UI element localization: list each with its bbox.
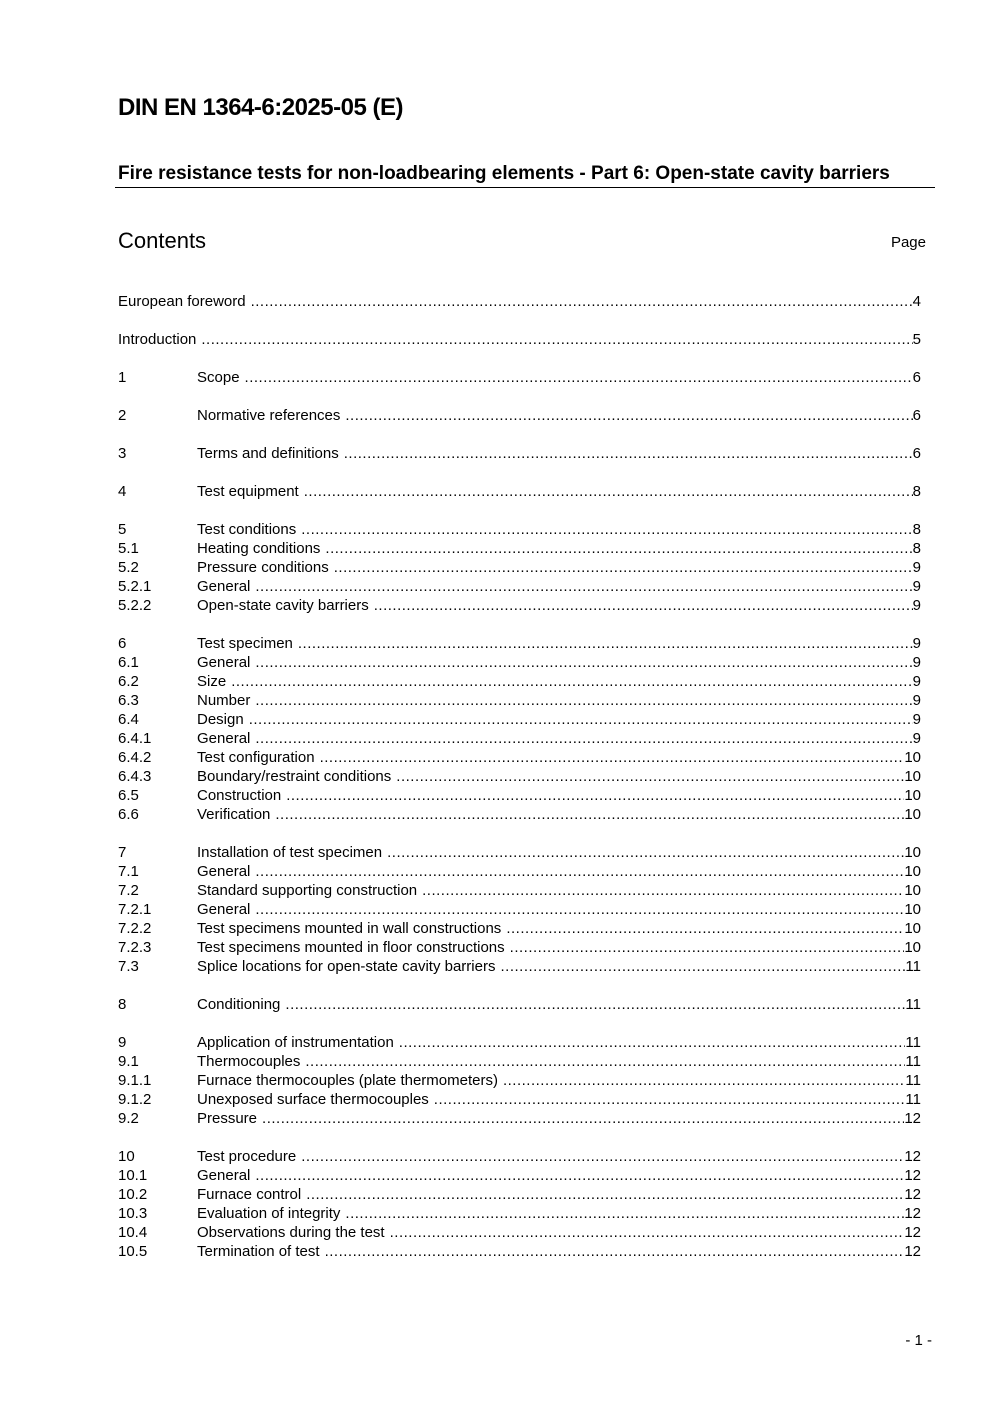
toc-dot-leader [249, 710, 913, 729]
toc-entry-page: 12 [904, 1167, 921, 1184]
toc-entry[interactable] [118, 672, 921, 691]
toc-entry-title: Test specimen [197, 635, 293, 652]
toc-entry-number: 6.5 [118, 787, 139, 804]
toc-dot-leader [500, 957, 905, 976]
toc-entry-title: General [197, 730, 251, 747]
toc-dot-leader [251, 292, 913, 311]
toc-dot-leader [298, 634, 913, 653]
toc-dot-leader [245, 368, 913, 387]
toc-dot-leader [305, 1052, 905, 1071]
toc-entry-number: 9 [118, 1034, 127, 1051]
toc-entry-number: 3 [118, 445, 127, 462]
toc-dot-leader [255, 577, 912, 596]
toc-entry-title: Conditioning [197, 996, 281, 1013]
toc-entry[interactable] [118, 1109, 921, 1128]
toc-entry[interactable] [118, 805, 921, 824]
toc-entry-title: Scope [197, 369, 240, 386]
toc-dot-leader [262, 1109, 904, 1128]
toc-entry[interactable] [118, 919, 921, 938]
toc-entry[interactable] [118, 406, 921, 425]
toc-dot-leader [286, 786, 904, 805]
toc-entry-page: 5 [912, 331, 921, 348]
toc-dot-leader [325, 539, 912, 558]
toc-entry-page: 9 [912, 654, 921, 671]
toc-entry-page: 10 [904, 882, 921, 899]
toc-entry-title: Test configuration [197, 749, 315, 766]
toc-entry[interactable] [118, 1033, 921, 1052]
page-number: - 1 - [905, 1332, 932, 1349]
toc-entry-page: 8 [912, 483, 921, 500]
toc-entry-page: 10 [904, 844, 921, 861]
toc-entry[interactable] [118, 1185, 921, 1204]
toc-entry-page: 8 [912, 540, 921, 557]
toc-dot-leader [510, 938, 905, 957]
toc-dot-leader [334, 558, 913, 577]
toc-entry[interactable] [118, 653, 921, 672]
toc-entry-number: 1 [118, 369, 127, 386]
toc-entry-number: 7.2.1 [118, 901, 152, 918]
toc-entry-page: 10 [904, 787, 921, 804]
toc-entry-number: 5.1 [118, 540, 139, 557]
toc-entry[interactable] [118, 1147, 921, 1166]
toc-entry[interactable] [118, 1204, 921, 1223]
toc-entry[interactable] [118, 1071, 921, 1090]
toc-dot-leader [503, 1071, 905, 1090]
toc-entry[interactable] [118, 596, 921, 615]
toc-dot-leader [255, 653, 912, 672]
toc-dot-leader [231, 672, 912, 691]
toc-entry-page: 9 [912, 730, 921, 747]
toc-entry-page: 8 [912, 521, 921, 538]
toc-entry-page: 10 [904, 863, 921, 880]
toc-entry-title: Pressure conditions [197, 559, 329, 576]
toc-entry-title: General [197, 901, 251, 918]
toc-entry-page: 6 [912, 445, 921, 462]
toc-entry-page: 12 [904, 1205, 921, 1222]
toc-entry-number: 6.2 [118, 673, 139, 690]
toc-entry-page: 6 [912, 369, 921, 386]
toc-entry-number: 5.2 [118, 559, 139, 576]
toc-dot-leader [344, 444, 913, 463]
toc-dot-leader [390, 1223, 905, 1242]
toc-entry-page: 12 [904, 1243, 921, 1260]
toc-entry-number: 6.4 [118, 711, 139, 728]
toc-entry-page: 10 [904, 749, 921, 766]
toc-entry-title: Test equipment [197, 483, 299, 500]
toc-entry-page: 10 [904, 920, 921, 937]
toc-dot-leader [374, 596, 913, 615]
toc-entry-number: 9.1.1 [118, 1072, 152, 1089]
toc-entry-title: Construction [197, 787, 282, 804]
toc-entry-page: 11 [905, 996, 921, 1013]
toc-entry-title: Design [197, 711, 244, 728]
toc-entry-page: 9 [912, 635, 921, 652]
toc-entry-page: 10 [904, 901, 921, 918]
toc-entry[interactable] [118, 881, 921, 900]
toc-entry[interactable] [118, 786, 921, 805]
toc-dot-leader [399, 1033, 906, 1052]
toc-dot-leader [387, 843, 904, 862]
toc-entry[interactable] [118, 691, 921, 710]
toc-entry-number: 6.6 [118, 806, 139, 823]
toc-entry-number: 9.1 [118, 1053, 139, 1070]
toc-entry-title: Boundary/restraint conditions [197, 768, 392, 785]
toc-entry-number: 7.1 [118, 863, 139, 880]
toc-entry-title: Test procedure [197, 1148, 297, 1165]
toc-entry-title: Splice locations for open-state cavity barriers [197, 958, 496, 975]
toc-entry-page: 10 [904, 939, 921, 956]
toc-entry[interactable] [118, 862, 921, 881]
toc-entry-title: Terms and definitions [197, 445, 339, 462]
toc-entry-number: 2 [118, 407, 127, 424]
toc-entry-number: 6.4.1 [118, 730, 152, 747]
table-of-contents [118, 292, 921, 1261]
toc-entry-title: Heating conditions [197, 540, 321, 557]
toc-entry-number: 5.2.2 [118, 597, 152, 614]
toc-entry-title: Normative references [197, 407, 341, 424]
toc-entry-title: Test specimens mounted in floor constructions [197, 939, 505, 956]
toc-entry-number: 10 [118, 1148, 135, 1165]
toc-entry-number: 10.2 [118, 1186, 148, 1203]
page-column-heading: Page [890, 234, 926, 251]
toc-entry-title: Test specimens mounted in wall constructions [197, 920, 502, 937]
toc-entry-number: 6.1 [118, 654, 139, 671]
toc-dot-leader [255, 900, 904, 919]
toc-entry-number: 5 [118, 521, 127, 538]
toc-entry-title: Open-state cavity barriers [197, 597, 369, 614]
toc-entry[interactable] [118, 957, 921, 976]
toc-dot-leader [285, 995, 905, 1014]
toc-entry-title: European foreword [118, 293, 246, 310]
toc-dot-leader [301, 520, 912, 539]
toc-entry-number: 8 [118, 996, 127, 1013]
toc-entry[interactable] [118, 558, 921, 577]
toc-entry-number: 9.2 [118, 1110, 139, 1127]
toc-entry[interactable] [118, 482, 921, 501]
toc-entry-page: 9 [912, 692, 921, 709]
toc-dot-leader [255, 691, 912, 710]
toc-dot-leader [255, 729, 912, 748]
toc-entry-number: 10.4 [118, 1224, 148, 1241]
toc-entry-number: 10.1 [118, 1167, 148, 1184]
toc-entry-title: Introduction [118, 331, 197, 348]
toc-entry-page: 9 [912, 711, 921, 728]
toc-entry-number: 7.2.2 [118, 920, 152, 937]
toc-entry-title: General [197, 578, 251, 595]
toc-entry-page: 11 [905, 1091, 921, 1108]
toc-entry[interactable] [118, 1223, 921, 1242]
toc-dot-leader [506, 919, 904, 938]
toc-entry[interactable] [118, 729, 921, 748]
toc-entry[interactable] [118, 1166, 921, 1185]
toc-dot-leader [345, 1204, 904, 1223]
toc-entry-page: 11 [905, 1072, 921, 1089]
toc-entry-number: 10.5 [118, 1243, 148, 1260]
toc-entry-page: 6 [912, 407, 921, 424]
toc-entry[interactable] [118, 330, 921, 349]
toc-entry[interactable] [118, 634, 921, 653]
toc-entry-title: Unexposed surface thermocouples [197, 1091, 429, 1108]
toc-entry[interactable] [118, 995, 921, 1014]
toc-entry[interactable] [118, 539, 921, 558]
toc-entry-number: 6 [118, 635, 127, 652]
toc-dot-leader [320, 748, 905, 767]
toc-entry-title: General [197, 863, 251, 880]
document-id: DIN EN 1364-6:2025-05 (E) [118, 94, 403, 121]
title-underline [115, 187, 935, 188]
toc-entry-title: Thermocouples [197, 1053, 301, 1070]
toc-entry-title: Installation of test specimen [197, 844, 383, 861]
toc-entry-page: 9 [912, 578, 921, 595]
toc-entry-number: 7 [118, 844, 127, 861]
toc-entry-page: 11 [905, 958, 921, 975]
toc-entry-title: Application of instrumentation [197, 1034, 394, 1051]
toc-entry-title: Standard supporting construction [197, 882, 418, 899]
toc-entry-page: 12 [904, 1224, 921, 1241]
toc-dot-leader [255, 862, 904, 881]
document-subtitle: Fire resistance tests for non-loadbearing elements - Part 6: Open-state cavity barriers [118, 163, 890, 184]
toc-entry[interactable] [118, 843, 921, 862]
toc-entry-title: Evaluation of integrity [197, 1205, 341, 1222]
toc-entry-page: 10 [904, 768, 921, 785]
toc-dot-leader [201, 330, 912, 349]
toc-entry-title: Number [197, 692, 251, 709]
toc-entry-page: 11 [905, 1034, 921, 1051]
toc-dot-leader [422, 881, 904, 900]
toc-entry-number: 7.3 [118, 958, 139, 975]
toc-entry[interactable] [118, 938, 921, 957]
toc-dot-leader [301, 1147, 904, 1166]
toc-entry-number: 7.2 [118, 882, 139, 899]
toc-entry-page: 10 [904, 806, 921, 823]
toc-entry-title: Verification [197, 806, 271, 823]
toc-entry[interactable] [118, 1090, 921, 1109]
toc-entry[interactable] [118, 444, 921, 463]
toc-dot-leader [275, 805, 904, 824]
toc-entry[interactable] [118, 748, 921, 767]
contents-heading: Contents [118, 228, 207, 253]
toc-entry-title: General [197, 1167, 251, 1184]
toc-entry[interactable] [118, 368, 921, 387]
toc-dot-leader [306, 1185, 904, 1204]
toc-entry-title: Furnace thermocouples (plate thermometers) [197, 1072, 498, 1089]
toc-dot-leader [345, 406, 912, 425]
toc-entry-page: 9 [912, 559, 921, 576]
toc-dot-leader [396, 767, 904, 786]
toc-dot-leader [304, 482, 913, 501]
toc-entry-number: 7.2.3 [118, 939, 152, 956]
toc-entry[interactable] [118, 1242, 921, 1261]
toc-entry-number: 6.4.2 [118, 749, 152, 766]
toc-entry-number: 4 [118, 483, 127, 500]
toc-entry-number: 5.2.1 [118, 578, 152, 595]
toc-entry-title: Furnace control [197, 1186, 302, 1203]
toc-dot-leader [434, 1090, 906, 1109]
toc-entry-title: Observations during the test [197, 1224, 385, 1241]
toc-entry[interactable] [118, 900, 921, 919]
toc-entry-page: 12 [904, 1186, 921, 1203]
toc-entry-number: 6.3 [118, 692, 139, 709]
toc-entry-title: General [197, 654, 251, 671]
toc-entry[interactable] [118, 710, 921, 729]
toc-entry-title: Size [197, 673, 227, 690]
toc-entry-page: 12 [904, 1110, 921, 1127]
toc-dot-leader [255, 1166, 904, 1185]
toc-entry[interactable] [118, 520, 921, 539]
toc-dot-leader [325, 1242, 905, 1261]
toc-entry-page: 12 [904, 1148, 921, 1165]
toc-entry-page: 9 [912, 673, 921, 690]
toc-entry-number: 6.4.3 [118, 768, 152, 785]
toc-entry[interactable] [118, 1052, 921, 1071]
toc-entry-number: 9.1.2 [118, 1091, 152, 1108]
toc-entry-title: Test conditions [197, 521, 297, 538]
toc-entry[interactable] [118, 767, 921, 786]
toc-entry-page: 4 [912, 293, 921, 310]
toc-entry[interactable] [118, 292, 921, 311]
toc-entry[interactable] [118, 577, 921, 596]
toc-entry-page: 9 [912, 597, 921, 614]
toc-entry-number: 10.3 [118, 1205, 148, 1222]
toc-entry-title: Pressure [197, 1110, 258, 1127]
toc-entry-page: 11 [905, 1053, 921, 1070]
toc-entry-title: Termination of test [197, 1243, 320, 1260]
